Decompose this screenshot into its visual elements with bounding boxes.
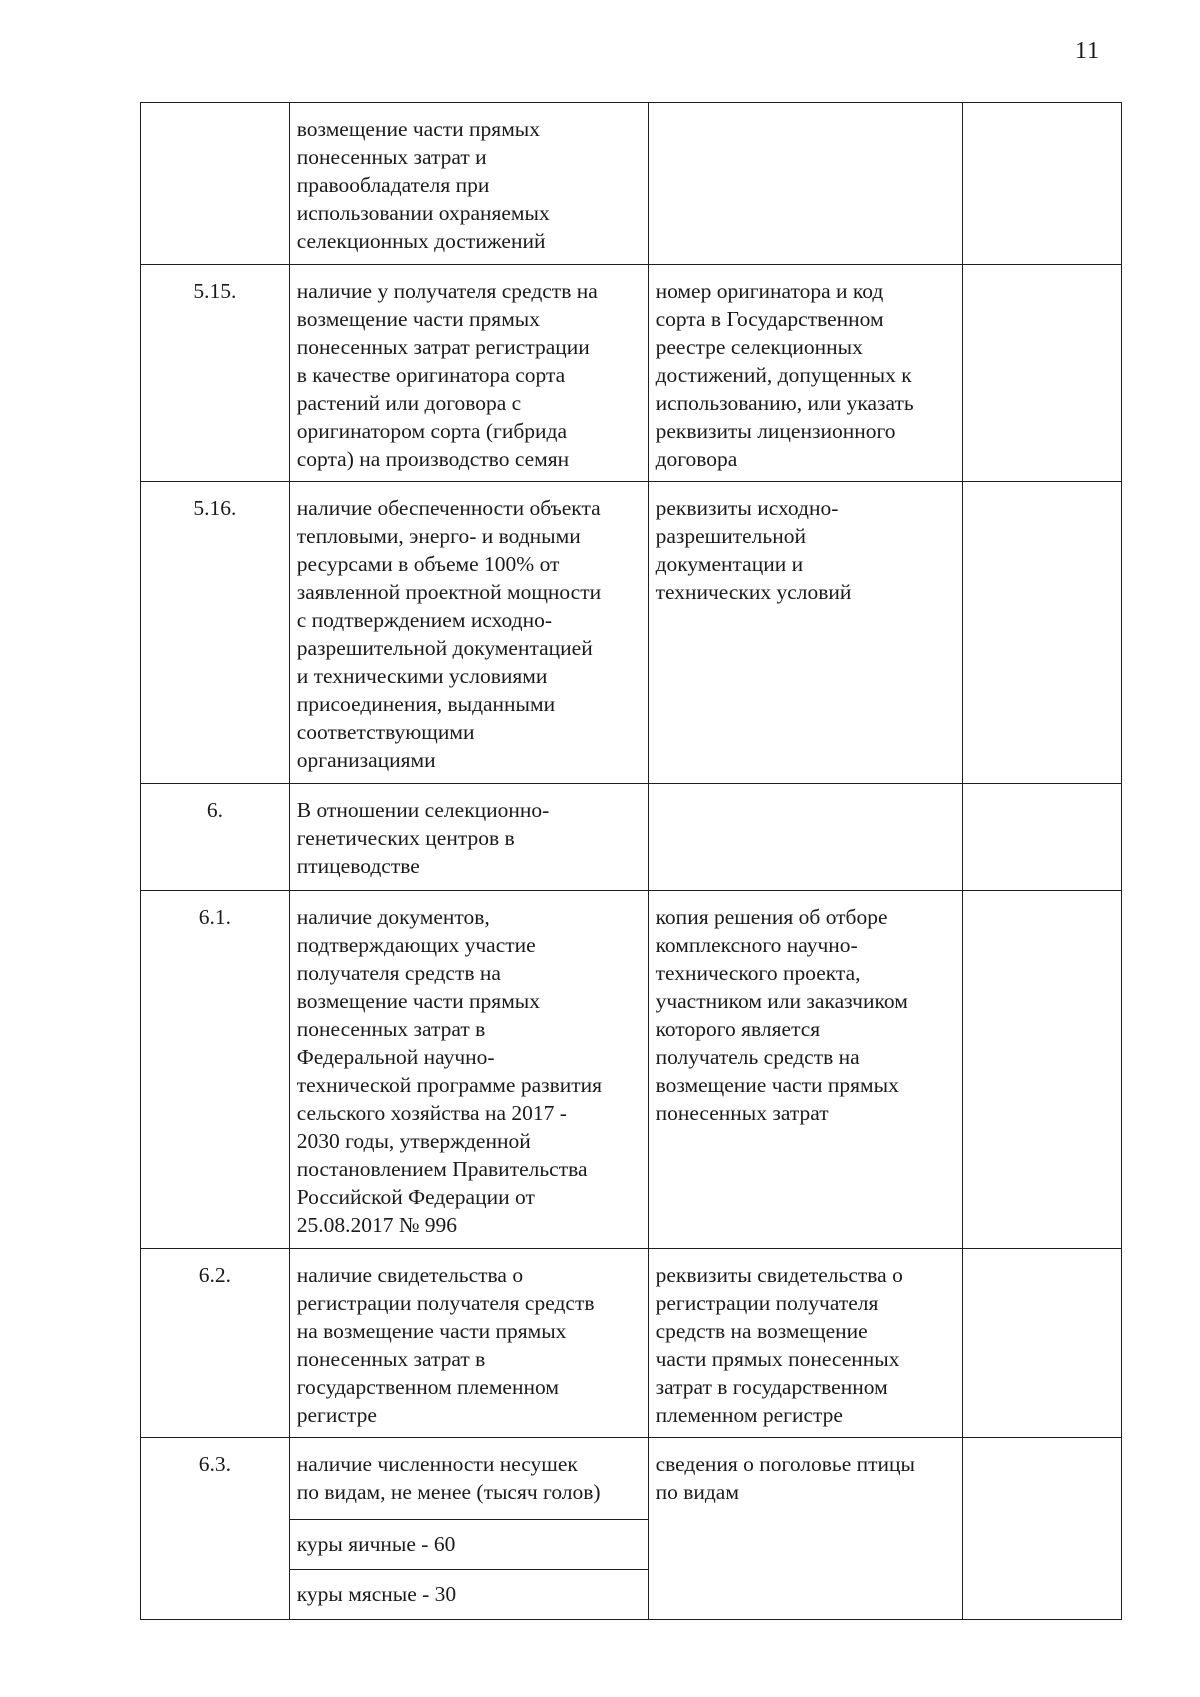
document-cell: сведения о поголовье птицы по видам [648,1438,963,1620]
document-cell: реквизиты исходно- разрешительной документации и технических условий [648,482,963,784]
extra-cell [963,1249,1122,1438]
table-row [141,1438,1122,1520]
table-row [141,265,1122,482]
extra-cell [963,265,1122,482]
row-number [141,103,290,265]
row-number: 6. [141,784,290,891]
requirement-cell: возмещение части прямых понесенных затрат и правообладателя при использовании охраняемых селекционных достижений [289,103,648,265]
requirement-cell: наличие документов, подтверждающих участие получателя средств на возмещение части прямых понесенных затрат в Федеральной научно- технической программе развития сельского хозяйства на 2017 - 2030 годы, утвержденной постановлением Правительства Российской Федерации от 25.08.2017 № 996 [289,891,648,1249]
extra-cell [963,784,1122,891]
row-number: 6.1. [141,891,290,1249]
extra-cell [963,1438,1122,1620]
requirement-cell: наличие свидетельства о регистрации получателя средств на возмещение части прямых понесенных затрат в государственном племенном регистре [289,1249,648,1438]
extra-cell [963,103,1122,265]
document-cell: номер оригинатора и код сорта в Государственном реестре селекционных достижений, допущенных к использованию, или указать реквизиты лицензионного договора [648,265,963,482]
sub-item-cell: куры яичные - 60 [289,1520,648,1570]
requirement-cell: наличие у получателя средств на возмещение части прямых понесенных затрат регистрации в качестве оригинатора сорта растений или договора с оригинатором сорта (гибрида сорта) на производство семян [289,265,648,482]
table-row [141,891,1122,1249]
row-number: 6.3. [141,1438,290,1620]
row-number: 6.2. [141,1249,290,1438]
page-number: 11 [1075,38,1101,64]
row-number: 5.15. [141,265,290,482]
table-row [141,482,1122,784]
document-cell: копия решения об отборе комплексного научно- технического проекта, участником или заказчиком которого является получатель средств на возмещение части прямых понесенных затрат [648,891,963,1249]
extra-cell [963,891,1122,1249]
row-number: 5.16. [141,482,290,784]
requirements-table [140,102,1122,1620]
document-cell [648,784,963,891]
requirement-cell: наличие численности несушек по видам, не менее (тысяч голов) [289,1438,648,1520]
table-row [141,1249,1122,1438]
document-cell [648,103,963,265]
requirement-cell: В отношении селекционно- генетических центров в птицеводстве [289,784,648,891]
document-cell: реквизиты свидетельства о регистрации получателя средств на возмещение части прямых понесенных затрат в государственном племенном регистре [648,1249,963,1438]
requirement-cell: наличие обеспеченности объекта тепловыми, энерго- и водными ресурсами в объеме 100% от заявленной проектной мощности с подтверждением исходно- разрешительной документацией и техническими условиями присоединения, выданными соответствующими организациями [289,482,648,784]
sub-item-cell: куры мясные - 30 [289,1570,648,1620]
table-row [141,784,1122,891]
table-row [141,103,1122,265]
extra-cell [963,482,1122,784]
